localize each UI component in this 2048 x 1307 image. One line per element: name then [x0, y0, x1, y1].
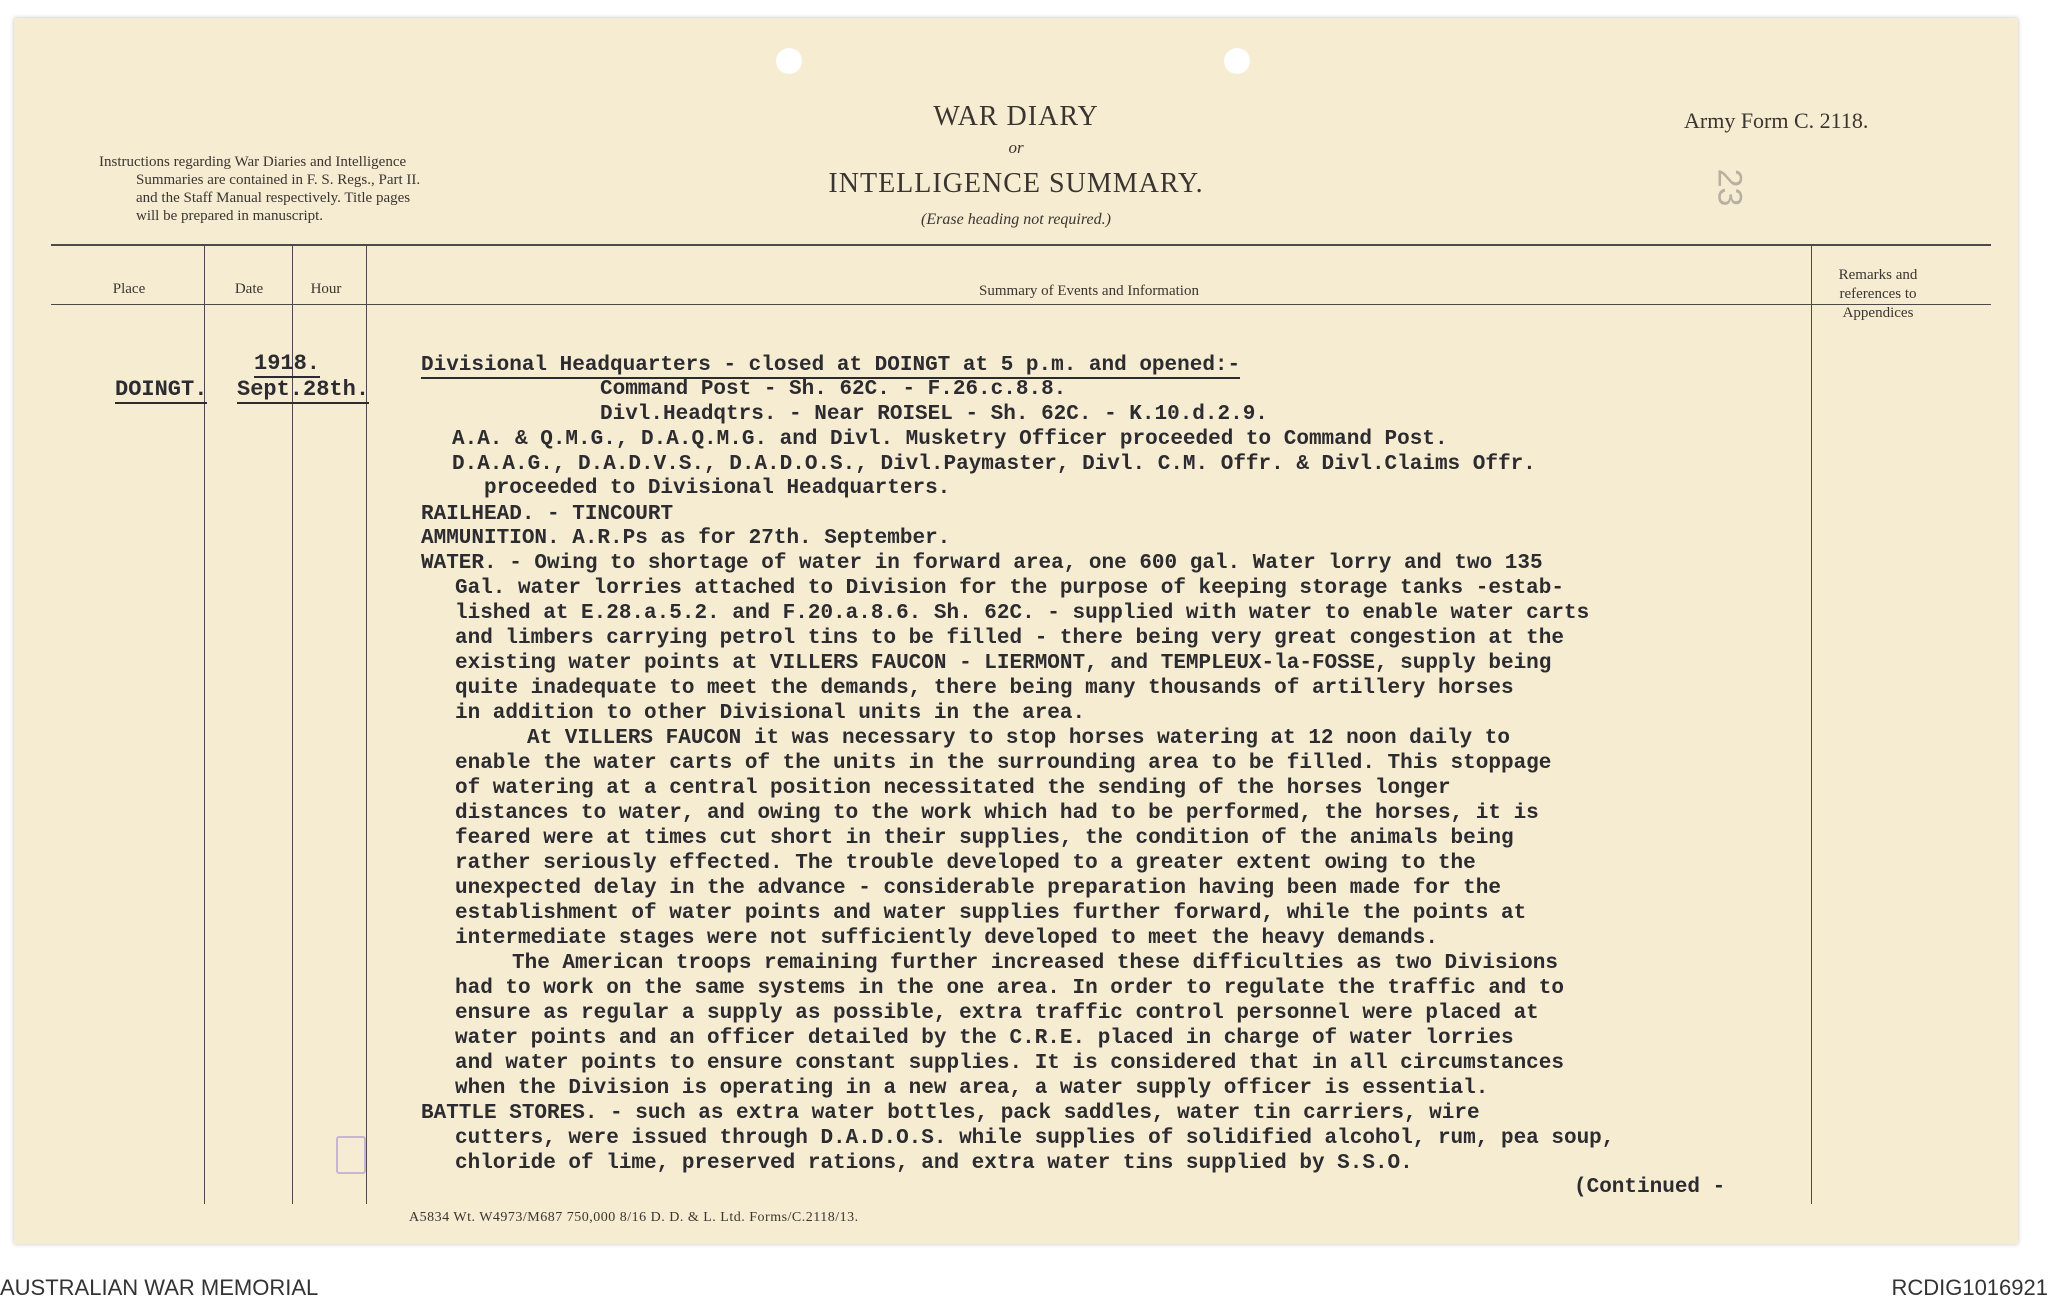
- pencil-page-number: 23: [1710, 168, 1749, 207]
- body-line: lished at E.28.a.5.2. and F.20.a.8.6. Sh. 62C. - supplied with water to enable water carts: [455, 602, 1590, 625]
- col-header-remarks: [1822, 266, 1934, 323]
- title-war-diary: WAR DIARY: [933, 101, 1099, 132]
- entry-place: DOINGT.: [115, 377, 208, 402]
- body-line: intermediate stages were not sufficiently developed to meet the heavy demands.: [455, 927, 1438, 950]
- body-line: D.A.A.G., D.A.D.V.S., D.A.D.O.S., Divl.Paymaster, Divl. C.M. Offr. & Divl.Claims Offr.: [452, 453, 1536, 476]
- body-line: had to work on the same systems in the one area. In order to regulate the traffic and to: [455, 977, 1564, 1000]
- entry-year: 1918.: [254, 351, 321, 376]
- body-line: ensure as regular a supply as possible, extra traffic control personnel were placed at: [455, 1002, 1539, 1025]
- remarks-line: Appendices: [1842, 305, 1914, 321]
- col-divider-summary: [1811, 244, 1812, 1204]
- body-line: Divl.Headqtrs. - Near ROISEL - Sh. 62C. - K.10.d.2.9.: [600, 403, 1268, 426]
- body-line: WATER. - Owing to shortage of water in forward area, one 600 gal. Water lorry and two 135: [421, 552, 1543, 575]
- body-line: quite inadequate to meet the demands, there being many thousands of artillery horses: [455, 677, 1514, 700]
- body-line: chloride of lime, preserved rations, and extra water tins supplied by S.S.O.: [455, 1152, 1413, 1175]
- punch-hole-right: [1224, 48, 1250, 74]
- body-line: when the Division is operating in a new area, a water supply officer is essential.: [455, 1077, 1489, 1100]
- archive-caption: AUSTRALIAN WAR MEMORIAL: [0, 1275, 319, 1300]
- body-line: proceeded to Divisional Headquarters.: [484, 477, 951, 500]
- body-line: The American troops remaining further increased these difficulties as two Divisions: [512, 952, 1558, 975]
- body-line: existing water points at VILLERS FAUCON - LIERMONT, and TEMPLEUX-la-FOSSE, supply being: [455, 652, 1552, 675]
- body-line: water points and an officer detailed by the C.R.E. placed in charge of water lorries: [455, 1027, 1514, 1050]
- body-line: of watering at a central position necessitated the sending of the horses longer: [455, 777, 1451, 800]
- erase-note: (Erase heading not required.): [921, 211, 1111, 228]
- body-line: Command Post - Sh. 62C. - F.26.c.8.8.: [600, 378, 1067, 401]
- instructions-line: and the Staff Manual respectively. Title pages: [136, 190, 411, 206]
- table-top-rule: [51, 244, 1991, 246]
- col-header-summary: Summary of Events and Information: [979, 283, 1199, 299]
- title-intelligence-summary: INTELLIGENCE SUMMARY.: [828, 168, 1204, 199]
- diary-page: [14, 18, 2018, 1244]
- punch-hole-left: [776, 48, 802, 74]
- instructions-line: Summaries are contained in F. S. Regs., Part II.: [136, 172, 421, 188]
- body-line: feared were at times cut short in their supplies, the condition of the animals being: [455, 827, 1514, 850]
- body-line: At VILLERS FAUCON it was necessary to stop horses watering at 12 noon daily to: [527, 727, 1510, 750]
- print-info: A5834 Wt. W4973/M687 750,000 8/16 D. D. & L. Ltd. Forms/C.2118/13.: [409, 1210, 859, 1225]
- entry-date: Sept.28th.: [237, 377, 370, 402]
- body-line: establishment of water points and water supplies further forward, while the points at: [455, 902, 1527, 925]
- table-header-rule: [51, 304, 1991, 305]
- body-line: distances to water, and owing to the work which had to be performed, the horses, it is: [455, 802, 1539, 825]
- body-line: unexpected delay in the advance - considerable preparation having been made for the: [455, 877, 1501, 900]
- col-header-date: Date: [234, 281, 264, 297]
- body-line: enable the water carts of the units in the surrounding area to be filled. This stoppage: [455, 752, 1552, 775]
- body-line: BATTLE STORES. - such as extra water bottles, pack saddles, water tin carriers, wire: [421, 1102, 1480, 1125]
- body-line: and water points to ensure constant supplies. It is considered that in all circumstances: [455, 1052, 1564, 1075]
- body-line: cutters, were issued through D.A.D.O.S. while supplies of solidified alcohol, rum, pea soup,: [455, 1127, 1615, 1150]
- title-or: or: [1008, 138, 1024, 157]
- body-line: RAILHEAD. - TINCOURT: [421, 503, 674, 526]
- body-line: A.A. & Q.M.G., D.A.Q.M.G. and Divl. Musketry Officer proceeded to Command Post.: [452, 428, 1448, 451]
- body-line: Gal. water lorries attached to Division for the purpose of keeping storage tanks -estab-: [455, 577, 1564, 600]
- remarks-line: references to: [1839, 286, 1917, 302]
- col-header-hour: Hour: [310, 281, 342, 297]
- body-line: and limbers carrying petrol tins to be filled - there being very great congestion at the: [455, 627, 1564, 650]
- body-line: in addition to other Divisional units in the area.: [455, 702, 1086, 725]
- col-header-place: Place: [112, 281, 146, 297]
- body-line: rather seriously effected. The trouble developed to a greater extent owing to the: [455, 852, 1476, 875]
- army-form-number: Army Form C. 2118.: [1684, 108, 1869, 133]
- remarks-line: Remarks and: [1838, 267, 1918, 283]
- instructions-line: Instructions regarding War Diaries and Intelligence: [99, 154, 407, 170]
- body-line: Divisional Headquarters - closed at DOINGT at 5 p.m. and opened:-: [421, 354, 1241, 377]
- ink-stamp-mark: [336, 1136, 366, 1174]
- instructions-line: will be prepared in manuscript.: [136, 208, 324, 224]
- archive-reference: RCDIG1016921: [1891, 1275, 2048, 1300]
- body-line: AMMUNITION. A.R.Ps as for 27th. September.: [421, 527, 951, 550]
- body-line: (Continued -: [1574, 1176, 1726, 1199]
